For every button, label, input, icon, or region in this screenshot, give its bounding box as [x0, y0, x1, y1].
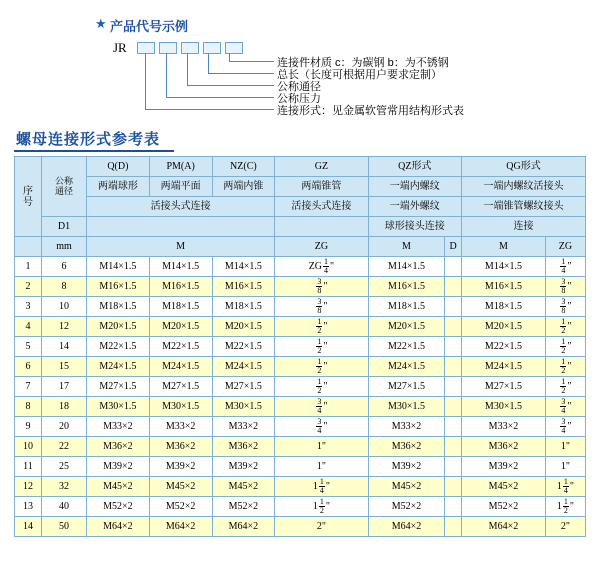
cell-serial: 14: [15, 517, 42, 537]
cell-nz-m: M33×2: [212, 417, 275, 437]
title-underline: [14, 150, 174, 152]
cell-nominal-diameter: 12: [42, 317, 87, 337]
cell-gz-zg: $\frac{1}{2}$ ": [275, 337, 368, 357]
cell-gz-zg: 1": [275, 457, 368, 477]
legend-item-nominal-diameter: 公称通径: [277, 81, 321, 93]
leader-line-h1: [145, 109, 274, 110]
header-group-desc-1: 两端平面: [149, 177, 212, 197]
cell-pm-m: M64×2: [149, 517, 212, 537]
header-unit-qg-m: M: [461, 237, 545, 257]
cell-qg-m: M64×2: [461, 517, 545, 537]
cell-nz-m: M45×2: [212, 477, 275, 497]
table-row: [15, 357, 586, 377]
cell-nz-m: M14×1.5: [212, 257, 275, 277]
cell-qz-m: M33×2: [368, 417, 445, 437]
legend-item-connection-type: 连接形式：见金属软管常用结构形式表: [277, 105, 464, 117]
cell-qg-zg: $\frac{1}{2}$ ": [545, 377, 585, 397]
cell-nominal-diameter: 22: [42, 437, 87, 457]
cell-serial: 6: [15, 357, 42, 377]
cell-nz-m: M20×1.5: [212, 317, 275, 337]
cell-qg-m: M14×1.5: [461, 257, 545, 277]
cell-gz-zg: 1 $\frac{1}{4}$ ": [275, 477, 368, 497]
cell-gz-zg: 2": [275, 517, 368, 537]
header-unit-mm: mm: [42, 237, 87, 257]
cell-qz-m: M20×1.5: [368, 317, 445, 337]
cell-serial: 12: [15, 477, 42, 497]
table-row: [15, 397, 586, 417]
code-box-5: [225, 42, 243, 54]
cell-nz-m: M39×2: [212, 457, 275, 477]
cell-serial: 1: [15, 257, 42, 277]
cell-nominal-diameter: 32: [42, 477, 87, 497]
cell-nominal-diameter: 18: [42, 397, 87, 417]
cell-q-m: M52×2: [87, 497, 150, 517]
cell-gz-zg: 1": [275, 437, 368, 457]
cell-qz-m: M18×1.5: [368, 297, 445, 317]
cell-qg-zg: 1": [545, 457, 585, 477]
table-row: [15, 377, 586, 397]
cell-qg-zg: $\frac{3}{8}$ ": [545, 277, 585, 297]
cell-qg-m: M52×2: [461, 497, 545, 517]
cell-q-m: M33×2: [87, 417, 150, 437]
cell-qg-zg: $\frac{1}{2}$ ": [545, 357, 585, 377]
cell-qz-m: M16×1.5: [368, 277, 445, 297]
cell-pm-m: M27×1.5: [149, 377, 212, 397]
header-group-desc-3: 两端锥管: [275, 177, 368, 197]
cell-qz-d: [445, 477, 462, 497]
legend-title: 产品代号示例: [110, 19, 189, 34]
cell-pm-m: M24×1.5: [149, 357, 212, 377]
header-group-code-5: QG形式: [461, 157, 585, 177]
table-row: [15, 517, 586, 537]
table-row: [15, 437, 586, 457]
cell-gz-zg: ZG $\frac{1}{4}$ ": [275, 257, 368, 277]
leader-line-v3: [187, 53, 188, 85]
leader-line-h3: [187, 85, 274, 86]
cell-qg-m: M45×2: [461, 477, 545, 497]
cell-qz-m: M14×1.5: [368, 257, 445, 277]
header-group-desc-5: 一端内螺纹活接头: [461, 177, 585, 197]
code-box-1: [137, 42, 155, 54]
cell-qg-m: M39×2: [461, 457, 545, 477]
cell-pm-m: M52×2: [149, 497, 212, 517]
cell-nz-m: M22×1.5: [212, 337, 275, 357]
cell-qz-m: M22×1.5: [368, 337, 445, 357]
cell-qz-m: M27×1.5: [368, 377, 445, 397]
leader-line-h5: [229, 61, 274, 62]
cell-gz-zg: $\frac{3}{4}$ ": [275, 417, 368, 437]
cell-qg-zg: $\frac{1}{4}$ ": [545, 257, 585, 277]
cell-qz-d: [445, 497, 462, 517]
header-group-code-4: QZ形式: [368, 157, 461, 177]
nut-connection-table: [14, 156, 586, 537]
cell-nominal-diameter: 10: [42, 297, 87, 317]
cell-qg-zg: $\frac{3}{4}$ ": [545, 417, 585, 437]
header-unit-qz-m: M: [368, 237, 445, 257]
legend-item-nominal-pressure: 公称压力: [277, 93, 321, 105]
header-unit-qg-zg: ZG: [545, 237, 585, 257]
cell-qg-zg: $\frac{1}{2}$ ": [545, 337, 585, 357]
header-group-desc-2: 两端内锥: [212, 177, 275, 197]
header-row3-1: 活接头式连接: [275, 197, 368, 217]
cell-qz-d: [445, 277, 462, 297]
table-row: [15, 477, 586, 497]
code-box-2: [159, 42, 177, 54]
table-header-row-2: [15, 177, 586, 197]
cell-pm-m: M30×1.5: [149, 397, 212, 417]
header-nominal-diameter: 公称 通径: [42, 157, 87, 217]
cell-q-m: M20×1.5: [87, 317, 150, 337]
cell-serial: 4: [15, 317, 42, 337]
table-row: [15, 497, 586, 517]
header-unit-sn: [15, 237, 42, 257]
cell-serial: 2: [15, 277, 42, 297]
cell-nz-m: M36×2: [212, 437, 275, 457]
cell-gz-zg: $\frac{1}{2}$ ": [275, 317, 368, 337]
cell-gz-zg: 1 $\frac{1}{2}$ ": [275, 497, 368, 517]
cell-nominal-diameter: 8: [42, 277, 87, 297]
header-row4-3: 连接: [461, 217, 585, 237]
cell-nominal-diameter: 20: [42, 417, 87, 437]
cell-qg-m: M24×1.5: [461, 357, 545, 377]
cell-qz-d: [445, 417, 462, 437]
cell-serial: 10: [15, 437, 42, 457]
cell-qz-d: [445, 437, 462, 457]
header-unit-zg: ZG: [275, 237, 368, 257]
header-unit-qz-d: D: [445, 237, 462, 257]
cell-serial: 5: [15, 337, 42, 357]
cell-pm-m: M18×1.5: [149, 297, 212, 317]
cell-nz-m: M27×1.5: [212, 377, 275, 397]
cell-nz-m: M30×1.5: [212, 397, 275, 417]
cell-pm-m: M16×1.5: [149, 277, 212, 297]
cell-nz-m: M16×1.5: [212, 277, 275, 297]
header-group-code-3: GZ: [275, 157, 368, 177]
cell-serial: 7: [15, 377, 42, 397]
cell-qz-d: [445, 317, 462, 337]
table-header-row-5: [15, 237, 586, 257]
cell-q-m: M30×1.5: [87, 397, 150, 417]
header-group-desc-4: 一端内螺纹: [368, 177, 461, 197]
cell-pm-m: M39×2: [149, 457, 212, 477]
cell-q-m: M16×1.5: [87, 277, 150, 297]
cell-qz-m: M30×1.5: [368, 397, 445, 417]
cell-serial: 3: [15, 297, 42, 317]
table-header-row-1: [15, 157, 586, 177]
table-row: [15, 457, 586, 477]
cell-qz-d: [445, 377, 462, 397]
table-row: [15, 297, 586, 317]
cell-gz-zg: $\frac{3}{4}$ ": [275, 397, 368, 417]
cell-serial: 13: [15, 497, 42, 517]
header-group-code-0: Q(D): [87, 157, 150, 177]
cell-qz-m: M24×1.5: [368, 357, 445, 377]
code-box-3: [181, 42, 199, 54]
cell-qz-d: [445, 457, 462, 477]
cell-nominal-diameter: 40: [42, 497, 87, 517]
cell-q-m: M36×2: [87, 437, 150, 457]
cell-q-m: M18×1.5: [87, 297, 150, 317]
cell-gz-zg: $\frac{1}{2}$ ": [275, 377, 368, 397]
table-row: [15, 337, 586, 357]
cell-q-m: M14×1.5: [87, 257, 150, 277]
cell-gz-zg: $\frac{1}{2}$ ": [275, 357, 368, 377]
leader-line-v4: [208, 53, 209, 73]
cell-nominal-diameter: 6: [42, 257, 87, 277]
cell-q-m: M24×1.5: [87, 357, 150, 377]
header-group-code-1: PM(A): [149, 157, 212, 177]
cell-nominal-diameter: 17: [42, 377, 87, 397]
header-row4-2: 球形接头连接: [368, 217, 461, 237]
leader-line-h2: [166, 97, 274, 98]
cell-pm-m: M14×1.5: [149, 257, 212, 277]
cell-nz-m: M52×2: [212, 497, 275, 517]
header-group-desc-0: 两端球形: [87, 177, 150, 197]
cell-qg-m: M22×1.5: [461, 337, 545, 357]
table-header-row-4: [15, 217, 586, 237]
header-d1: D1: [42, 217, 87, 237]
leader-line-h4: [208, 73, 274, 74]
cell-qg-zg: 2": [545, 517, 585, 537]
cell-nominal-diameter: 25: [42, 457, 87, 477]
code-box-4: [203, 42, 221, 54]
cell-pm-m: M36×2: [149, 437, 212, 457]
cell-q-m: M39×2: [87, 457, 150, 477]
cell-nz-m: M18×1.5: [212, 297, 275, 317]
header-row3-3: 一端锥管螺纹接头: [461, 197, 585, 217]
code-boxes: [137, 42, 243, 54]
cell-pm-m: M45×2: [149, 477, 212, 497]
table-row: [15, 257, 586, 277]
header-row3-2: 一端外螺纹: [368, 197, 461, 217]
cell-qz-m: M45×2: [368, 477, 445, 497]
cell-qz-d: [445, 517, 462, 537]
cell-gz-zg: $\frac{3}{8}$ ": [275, 277, 368, 297]
cell-qz-m: M39×2: [368, 457, 445, 477]
cell-pm-m: M33×2: [149, 417, 212, 437]
cell-qg-m: M18×1.5: [461, 297, 545, 317]
header-row4-0: [87, 217, 275, 237]
legend-item-length: 总长（长度可根据用户要求定制）: [277, 69, 442, 81]
cell-serial: 8: [15, 397, 42, 417]
cell-nz-m: M24×1.5: [212, 357, 275, 377]
product-code-legend: [0, 0, 600, 125]
cell-qz-d: [445, 337, 462, 357]
cell-qg-m: M33×2: [461, 417, 545, 437]
cell-qg-zg: $\frac{3}{4}$ ": [545, 397, 585, 417]
leader-line-v5: [229, 53, 230, 61]
table-row: [15, 317, 586, 337]
header-serial: 序 号: [15, 157, 42, 237]
cell-serial: 9: [15, 417, 42, 437]
cell-nominal-diameter: 15: [42, 357, 87, 377]
leader-line-v2: [166, 53, 167, 97]
cell-qg-m: M16×1.5: [461, 277, 545, 297]
header-row4-1: [275, 217, 368, 237]
page-title: 螺母连接形式参考表: [16, 131, 161, 148]
cell-qg-zg: $\frac{1}{2}$ ": [545, 317, 585, 337]
table-row: [15, 417, 586, 437]
cell-nominal-diameter: 14: [42, 337, 87, 357]
cell-qz-d: [445, 257, 462, 277]
cell-qg-m: M36×2: [461, 437, 545, 457]
cell-qz-d: [445, 297, 462, 317]
cell-qg-zg: $\frac{3}{8}$ ": [545, 297, 585, 317]
cell-qz-m: M52×2: [368, 497, 445, 517]
table-header-row-3: [15, 197, 586, 217]
cell-qz-m: M64×2: [368, 517, 445, 537]
cell-qz-d: [445, 397, 462, 417]
cell-serial: 11: [15, 457, 42, 477]
cell-nz-m: M64×2: [212, 517, 275, 537]
cell-pm-m: M20×1.5: [149, 317, 212, 337]
cell-q-m: M22×1.5: [87, 337, 150, 357]
cell-qg-m: M27×1.5: [461, 377, 545, 397]
cell-nominal-diameter: 50: [42, 517, 87, 537]
header-unit-m: M: [87, 237, 275, 257]
cell-q-m: M45×2: [87, 477, 150, 497]
cell-q-m: M64×2: [87, 517, 150, 537]
cell-qg-m: M30×1.5: [461, 397, 545, 417]
header-group-code-2: NZ(C): [212, 157, 275, 177]
cell-qg-zg: 1 $\frac{1}{2}$ ": [545, 497, 585, 517]
legend-item-material: 连接件材质 c：为碳钢 b：为不锈钢: [277, 57, 449, 69]
cell-qg-m: M20×1.5: [461, 317, 545, 337]
leader-line-v1: [145, 53, 146, 109]
header-row3-0: 活接头式连接: [87, 197, 275, 217]
star-icon: ★: [95, 16, 107, 31]
cell-gz-zg: $\frac{3}{8}$ ": [275, 297, 368, 317]
cell-qg-zg: 1 $\frac{1}{4}$ ": [545, 477, 585, 497]
cell-qg-zg: 1": [545, 437, 585, 457]
cell-q-m: M27×1.5: [87, 377, 150, 397]
table-row: [15, 277, 586, 297]
cell-qz-d: [445, 357, 462, 377]
cell-pm-m: M22×1.5: [149, 337, 212, 357]
code-prefix: JR: [113, 40, 127, 55]
cell-qz-m: M36×2: [368, 437, 445, 457]
